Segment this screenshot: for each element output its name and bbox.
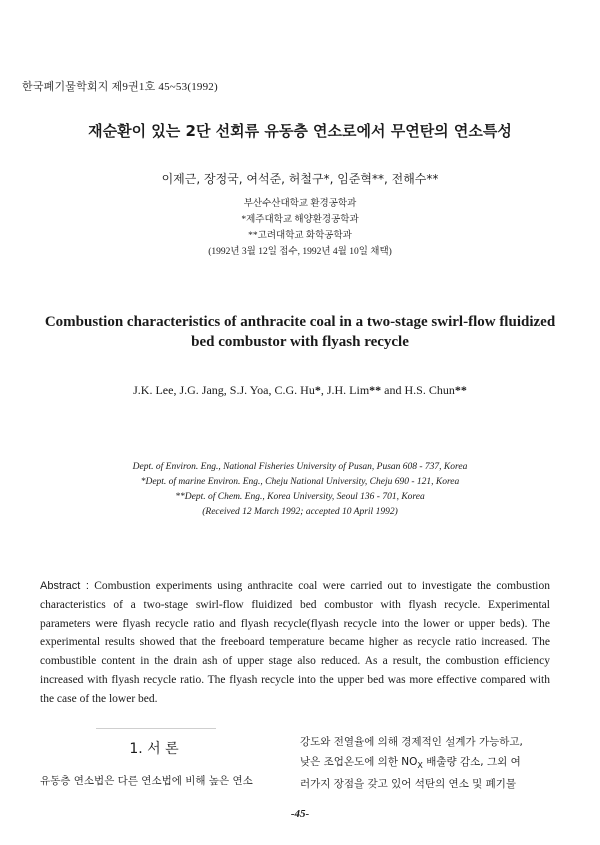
abstract (40, 577, 550, 709)
korean-title: 재순환이 있는 2단 선회류 유동층 연소로에서 무연탄의 연소특성 (88, 122, 512, 140)
english-title-line: Combustion characteristics of anthracite coal in a two-stage swirl-flow fluidized (44, 314, 556, 330)
body-text: 낮은 조업온도에 의한 NO (300, 755, 418, 768)
author-mark: ** (369, 383, 382, 397)
journal-citation: 한국폐기물학회지 제9권1호 45~53(1992) (22, 81, 218, 93)
body-line: 러가지 장점을 갖고 있어 석탄의 연소 및 폐기물 (300, 778, 517, 791)
korean-affiliation: *제주대학교 해양환경공학과 (241, 215, 359, 225)
author-names: J.K. Lee, J.G. Jang, S.J. Yoa, C.G. Hu (133, 383, 315, 397)
body-right-column (300, 733, 552, 795)
author-mark: * (314, 383, 321, 397)
author-names: , J.H. Lim (320, 383, 370, 397)
subscript: X (417, 760, 423, 770)
korean-affiliation: **고려대학교 화학공학과 (248, 231, 352, 241)
english-affiliations (0, 460, 600, 520)
korean-authors: 이제근, 장정국, 여석준, 허철구*, 임준혁**, 전해수** (161, 172, 439, 186)
page-number: -45- (290, 808, 310, 820)
divider (96, 728, 216, 729)
english-affiliation: *Dept. of marine Environ. Eng., Cheju National University, Cheju 690 - 121, Korea (140, 477, 460, 487)
abstract-text: Combustion experiments using anthracite coal were carried out to investigate the combustion characteristics of a two-stage swirl-flow fluidized bed combustor with flyash recycle. Experimental parameters were flyash recycle ratio and flyash recycle(flyash recycle into the lower or upper beds). The experimental results showed that the freeboard temperature became higher as recycle ratio increased. The combustible content in the drain ash of upper stage also reduced. As a result, the combustion efficiency increased with flyash recycle ratio. The flyash recycle into the upper bed was more effective compared with the case of the lower bed. (40, 580, 550, 705)
english-title-line: bed combustor with flyash recycle (191, 334, 409, 350)
author-names: and H.S. Chun (381, 383, 455, 397)
body-line (300, 753, 552, 776)
korean-affiliation: 부산수산대학교 환경공학과 (243, 199, 357, 209)
body-left-column: 유동층 연소법은 다른 연소법에 비해 높은 연소 (40, 775, 253, 787)
english-received-date: (Received 12 March 1992; accepted 10 April 1992) (202, 507, 398, 517)
korean-affiliations (0, 196, 600, 260)
english-authors (0, 383, 600, 398)
english-affiliation: Dept. of Environ. Eng., National Fisheries University of Pusan, Pusan 608 - 737, Korea (132, 462, 468, 472)
english-affiliation: **Dept. of Chem. Eng., Korea University, Seoul 136 - 701, Korea (175, 492, 425, 502)
english-title (30, 312, 570, 352)
section-heading: 1. 서 론 (129, 741, 179, 757)
body-text: 배출량 감소, 그외 여 (422, 755, 521, 768)
author-mark: ** (454, 383, 467, 397)
body-line: 강도와 전열율에 의해 경제적인 설계가 가능하고, (300, 736, 523, 748)
korean-received-date: (1992년 3월 12일 접수, 1992년 4월 10일 채택) (208, 247, 392, 257)
abstract-label: Abstract : (40, 580, 89, 592)
